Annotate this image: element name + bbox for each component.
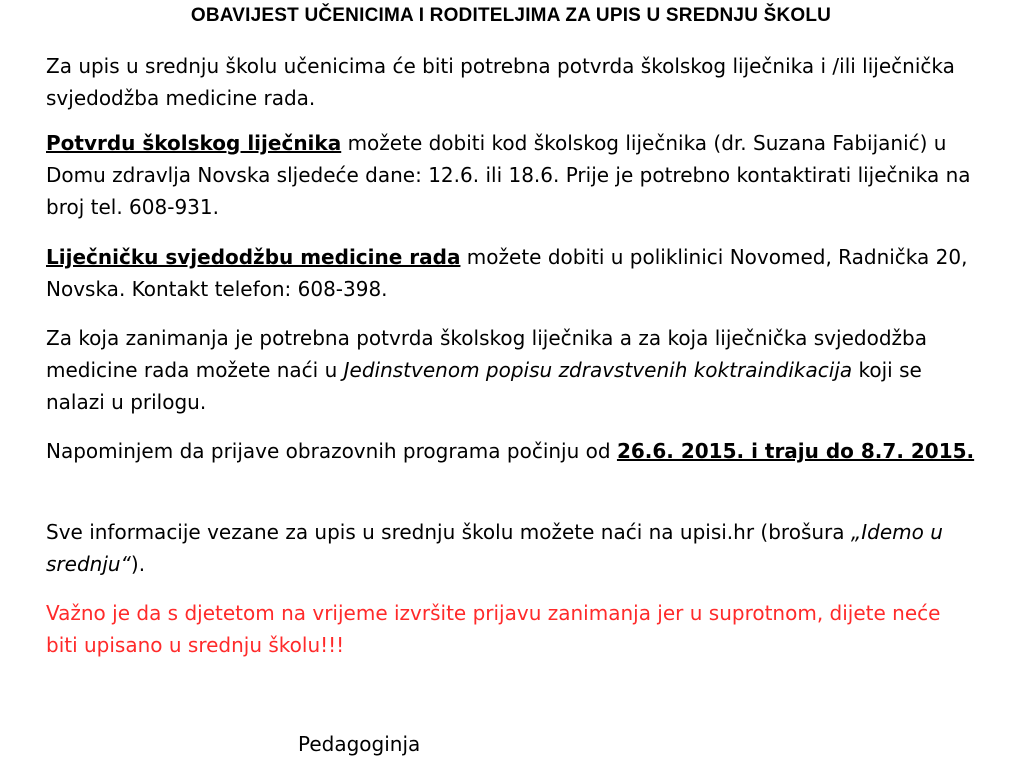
occupational-medicine-text: možete dobiti u poliklinici Novomed, Radnička 20, Novska. Kontakt telefon: 608-398. xyxy=(46,245,968,301)
contraindications-text-after: koji se nalazi u prilogu. xyxy=(46,358,922,414)
paragraph-requirements-text: Za upis u srednju školu učenicima će biti potrebna potvrda školskog liječnika i /ili liječnička svjedodžba medicine rada. xyxy=(46,54,955,110)
paragraph-occupational-medicine xyxy=(46,241,976,305)
paragraph-school-doctor xyxy=(46,127,976,223)
paragraph-requirements xyxy=(46,50,976,114)
occupational-medicine-heading: Liječničku svjedodžbu medicine rada xyxy=(46,245,461,269)
contraindications-text-before: Za koja zanimanja je potrebna potvrda školskog liječnika a za koja liječnička svjedodžba medicine rada možete naći u xyxy=(46,326,927,382)
paragraph-contraindications xyxy=(46,322,976,418)
warning-text: Važno je da s djetetom na vrijeme izvršite prijavu zanimanja jer u suprotnom, dijete neće biti upisano u srednju školu!!! xyxy=(46,601,941,657)
info-source-text-before: Sve informacije vezane za upis u srednju školu možete naći na upisi.hr (brošura xyxy=(46,520,851,544)
signature: Pedagoginja xyxy=(298,732,421,756)
paragraph-info-source xyxy=(46,516,976,580)
info-source-text-after: ). xyxy=(130,552,146,576)
school-doctor-heading: Potvrdu školskog liječnika xyxy=(46,131,342,155)
application-dates-text: Napominjem da prijave obrazovnih programa počinju od xyxy=(46,439,617,463)
notice-title: OBAVIJEST UČENICIMA I RODITELJIMA ZA UPIS U SREDNJU ŠKOLU xyxy=(190,5,832,26)
contraindications-list-name: Jedinstvenom popisu zdravstvenih koktraindikacija xyxy=(343,358,853,382)
brochure-title: „Idemo u srednju“ xyxy=(46,520,943,576)
school-doctor-text: možete dobiti kod školskog liječnika (dr. Suzana Fabijanić) u Domu zdravlja Novska sljedeće dane: 12.6. ili 18.6. Prije je potrebno kontaktirati liječnika na broj tel. 608-931. xyxy=(46,131,971,219)
application-dates-range: 26.6. 2015. i traju do 8.7. 2015. xyxy=(616,439,975,463)
paragraph-warning xyxy=(46,597,976,661)
paragraph-application-dates xyxy=(46,435,976,467)
